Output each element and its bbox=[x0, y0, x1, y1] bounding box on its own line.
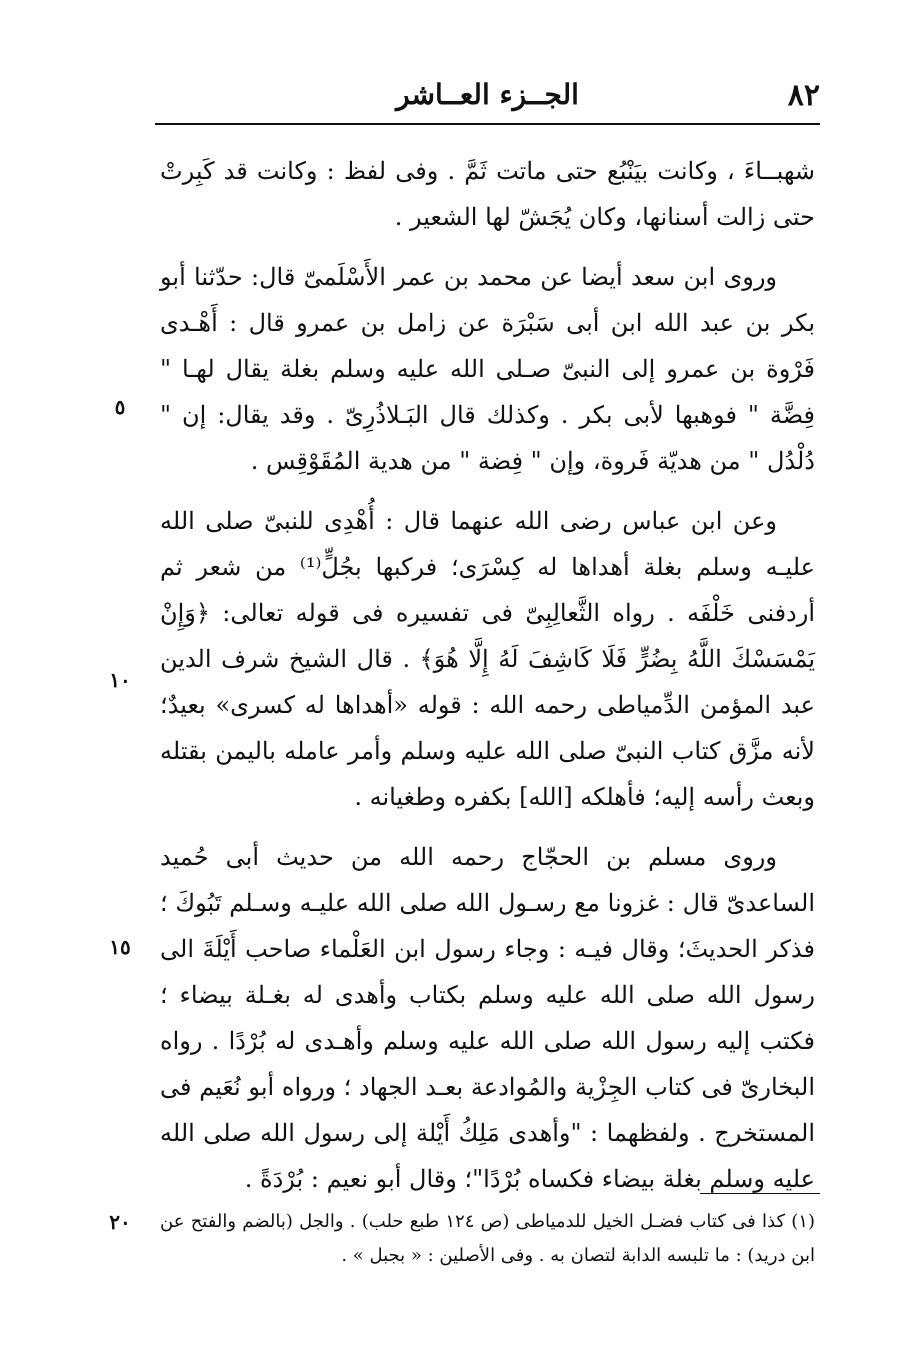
line-number: ٢٠ bbox=[109, 1210, 131, 1234]
body-text bbox=[160, 148, 815, 1216]
line-number: ١٥ bbox=[109, 935, 131, 959]
line-number: ١٠ bbox=[109, 668, 131, 692]
line-number: ٥ bbox=[114, 395, 126, 419]
page-header bbox=[155, 70, 820, 122]
footnote: (١) كذا فى كتاب فضـل الخيل للدمياطى (ص ١٢٤ طبع حلب) . والجل (بالضم والفتح عن ابن دريد) : ما تلبسه الدابة لتصان به . وفى الأصلين : « بجبل » . bbox=[160, 1211, 815, 1266]
paragraph: وعن ابن عباس رضى الله عنهما قال : أُهْدِى للنبىّ صلى الله عليـه وسلم بغلة أهداها له كِسْرَى؛ فركبها بجُلٍّ⁽¹⁾ من شعر ثم أردفنى خَلْفَه . رواه الثَّعالِبِىّ فى تفسيره فى قوله تعالى: ﴿وَإِنْ يَمْسَسْكَ اللَّهُ بِضُرٍّ فَلَا كَاشِفَ لَهُ إِلَّا هُوَ﴾ . قال الشيخ شرف الدين عبد المؤمن الدِّمياطى رحمه الله : قوله «أهداها له كسرى» بعيدٌ؛ لأنه مزَّق كتاب النبىّ صلى الله عليه وسلم وأمر عامله باليمن بقتله وبعث رأسه إليه؛ فأهلكه [الله] بكفره وطغيانه . bbox=[160, 507, 815, 811]
page-number: ٨٢ bbox=[787, 78, 820, 113]
running-title: الجــزء العــاشر bbox=[396, 78, 579, 111]
footnote-rule bbox=[700, 1193, 820, 1194]
paragraph: وروى ابن سعد أيضا عن محمد بن عمر الأَسْلَمىّ قال: حدّثنا أبو بكر بن عبد الله ابن أبى سَبْرَة عن زامل بن عمرو قال : أَهْـدى فَرْوة بن عمرو إلى النبىّ صـلى الله عليه وسلم بغلة يقال لهـا " فِضَّة " فوهبها لأبى بكر . وكذلك قال البَـلاذُرِىّ . وقد يقال: إن " دُلْدُل " من هديّة فَروة، وإن " فِضة " من هدية المُقَوْقِس . bbox=[160, 263, 815, 475]
paragraph: وروى مسلم بن الحجّاج رحمه الله من حديث أبى حُميد الساعدىّ قال : غزونا مع رسـول الله صلى الله عليـه وسـلم تَبُوكَ ؛ فذكر الحديثَ؛ وقال فيـه : وجاء رسول ابن العَلْماء صاحب أَيْلَةَ الى رسول الله صلى الله عليه وسلم بكتاب وأهدى له بغـلة بيضاء ؛ فكتب إليه رسول الله صلى الله عليه وسلم وأهـدى له بُرْدًا . رواه البخارىّ فى كتاب الجِزْية والمُوادعة بعـد الجهاد ؛ ورواه أبو نُعَيم فى المستخرج . ولفظهما : "وأهدى مَلِكُ أَيْلة إلى رسول الله صلى الله عليه وسلم بغلة بيضاء فكساه بُرْدًا"؛ وقال أبو نعيم : بُرْدَةً . bbox=[160, 843, 815, 1193]
paragraph: شهبــاءَ ، وكانت بيَنْبُع حتى ماتت ثَمَّ . وفى لفظ : وكانت قد كَبِرتْ حتى زالت أسنانها، وكان يُجَشّ لها الشعير . bbox=[160, 157, 815, 231]
footnotes bbox=[160, 1205, 815, 1273]
header-rule bbox=[155, 123, 820, 125]
